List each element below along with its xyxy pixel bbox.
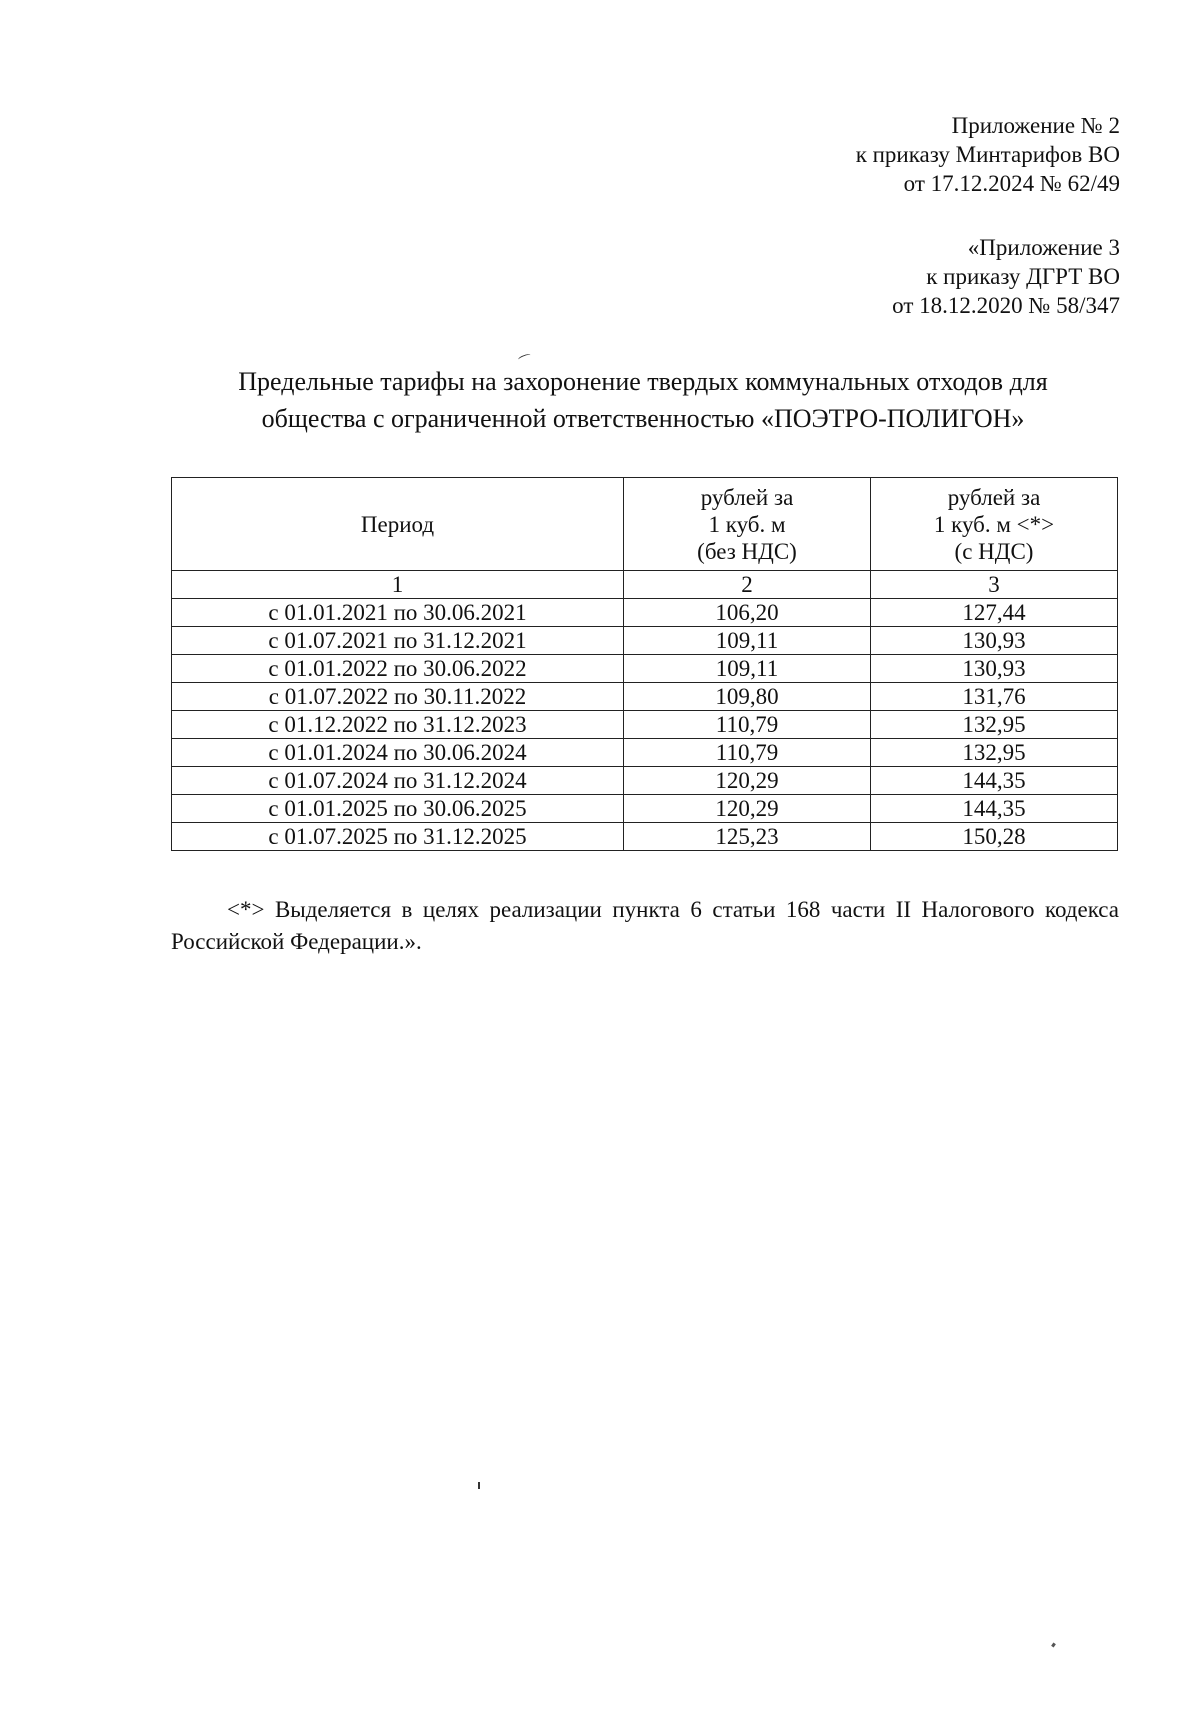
price-with-vat-cell: 130,93 [871,627,1118,655]
price-with-vat-cell: 130,93 [871,655,1118,683]
table-row [172,655,1118,683]
original-appendix-line: «Приложение 3 [967,235,1120,260]
column-number: 1 [172,571,624,599]
period-cell: с 01.01.2022 по 30.06.2022 [172,655,624,683]
column-number: 3 [871,571,1118,599]
column-number: 2 [624,571,871,599]
price-no-vat-cell: 109,11 [624,655,871,683]
footnote: <*> Выделяется в целях реализации пункта 6 статьи 168 части II Налогового кодекса Российской Федерации.». [171,897,1119,954]
table-row [172,795,1118,823]
header-period: Период [172,478,624,571]
price-with-vat-cell: 131,76 [871,683,1118,711]
header-line: рублей за [700,484,794,510]
document-title [170,363,1116,437]
header-price-with-vat [871,478,1118,571]
period-cell: с 01.07.2024 по 31.12.2024 [172,767,624,795]
price-with-vat-cell: 144,35 [871,767,1118,795]
header-line: рублей за [947,484,1041,510]
header-line: (без НДС) [697,538,797,564]
price-no-vat-cell: 109,11 [624,627,871,655]
period-cell: с 01.01.2021 по 30.06.2021 [172,599,624,627]
table-header-row [172,478,1118,571]
period-cell: с 01.07.2021 по 31.12.2021 [172,627,624,655]
table-row [172,767,1118,795]
title-line: общества с ограниченной ответственностью «ПОЭТРО-ПОЛИГОН» [261,404,1025,433]
scan-artifact [1051,1643,1056,1648]
price-no-vat-cell: 120,29 [624,767,871,795]
original-appendix-header [892,233,1120,320]
period-cell: с 01.07.2025 по 31.12.2025 [172,823,624,851]
header-line: 1 куб. м [708,511,786,537]
original-appendix-line: к приказу ДГРТ ВО [926,264,1120,289]
period-cell: с 01.01.2024 по 30.06.2024 [172,739,624,767]
tariff-table [171,477,1118,851]
table-row [172,683,1118,711]
table-row [172,627,1118,655]
price-no-vat-cell: 120,29 [624,795,871,823]
price-no-vat-cell: 106,20 [624,599,871,627]
price-with-vat-cell: 132,95 [871,739,1118,767]
price-no-vat-cell: 110,79 [624,739,871,767]
price-no-vat-cell: 110,79 [624,711,871,739]
table-row [172,711,1118,739]
appendix-header-line: от 17.12.2024 № 62/49 [903,171,1120,196]
header-line: 1 куб. м <*> [933,511,1055,537]
period-cell: с 01.12.2022 по 31.12.2023 [172,711,624,739]
table-row [172,739,1118,767]
price-with-vat-cell: 132,95 [871,711,1118,739]
appendix-header-line: Приложение № 2 [951,113,1120,138]
price-with-vat-cell: 150,28 [871,823,1118,851]
header-line: (с НДС) [954,538,1034,564]
scan-artifact [478,1482,480,1489]
price-no-vat-cell: 109,80 [624,683,871,711]
period-cell: с 01.07.2022 по 30.11.2022 [172,683,624,711]
scan-artifact [518,353,532,362]
price-no-vat-cell: 125,23 [624,823,871,851]
header-price-no-vat [624,478,871,571]
title-line: Предельные тарифы на захоронение твердых коммунальных отходов для [238,367,1048,396]
period-cell: с 01.01.2025 по 30.06.2025 [172,795,624,823]
appendix-header [856,111,1120,198]
appendix-header-line: к приказу Минтарифов ВО [855,142,1120,167]
table-row [172,599,1118,627]
price-with-vat-cell: 127,44 [871,599,1118,627]
table-row [172,823,1118,851]
original-appendix-line: от 18.12.2020 № 58/347 [892,293,1120,318]
column-number-row [172,571,1118,599]
price-with-vat-cell: 144,35 [871,795,1118,823]
